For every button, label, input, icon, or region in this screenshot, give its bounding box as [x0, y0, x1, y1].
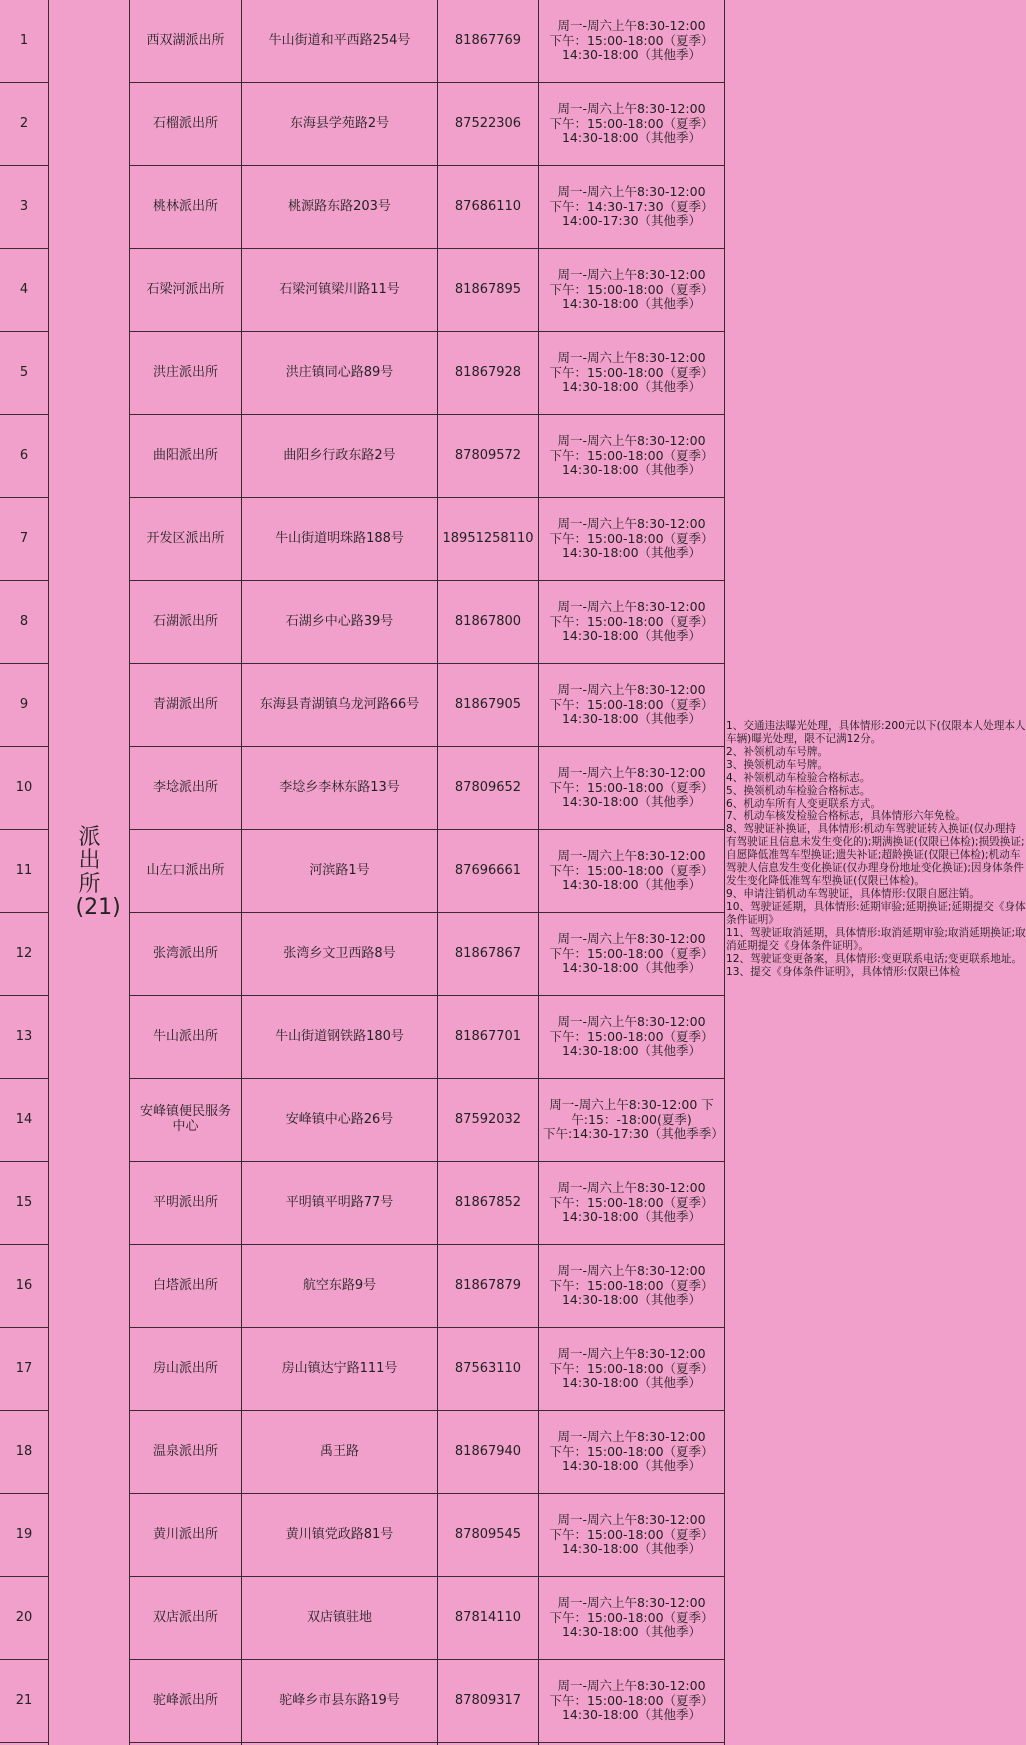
office-hours [539, 913, 725, 996]
station-name: 开发区派出所 [130, 498, 242, 581]
office-hours-line: 周一-周六上午8:30-12:00 [557, 1594, 706, 1610]
office-hours-line: 周一-周六上午8:30-12:00 [557, 1262, 706, 1278]
office-hours-line: 14:30-18:00（其他季） [561, 296, 702, 312]
office-hours-line: 周一-周六上午8:30-12:00 [557, 598, 706, 614]
office-hours-line: 14:30-18:00（其他季） [561, 47, 702, 63]
office-hours [539, 830, 725, 913]
office-hours [539, 1162, 725, 1245]
station-phone: 87592032 [438, 1079, 539, 1162]
row-number: 3 [0, 166, 49, 249]
office-hours-line: 14:30-18:00（其他季） [561, 628, 702, 644]
station-name: 平明派出所 [130, 1162, 242, 1245]
office-hours-line: 14:30-18:00（其他季） [561, 1707, 702, 1723]
office-hours [539, 332, 725, 415]
office-hours-line: 14:30-18:00（其他季） [561, 379, 702, 395]
station-address: 牛山街道和平西路254号 [242, 0, 438, 83]
station-address: 驼峰乡市县东路19号 [242, 1660, 438, 1743]
station-name: 西双湖派出所 [130, 0, 242, 83]
station-phone: 87809652 [438, 747, 539, 830]
row-number: 8 [0, 581, 49, 664]
office-hours-line: 周一-周六上午8:30-12:00 [557, 764, 706, 780]
office-hours-line: 周一-周六上午8:30-12:00 [557, 1511, 706, 1527]
office-hours-line: 周一-周六上午8:30-12:00 [557, 930, 706, 946]
office-hours-line: 下午：15:00-18:00（夏季） [549, 1443, 714, 1459]
station-phone: 87563110 [438, 1328, 539, 1411]
office-hours [539, 1411, 725, 1494]
office-hours-line: 14:30-18:00（其他季） [561, 1209, 702, 1225]
station-address: 平明镇平明路77号 [242, 1162, 438, 1245]
office-hours-line: 周一-周六上午8:30-12:00 [557, 681, 706, 697]
station-address: 河滨路1号 [242, 830, 438, 913]
station-address: 禹王路 [242, 1411, 438, 1494]
station-phone: 81867879 [438, 1245, 539, 1328]
station-address: 双店镇驻地 [242, 1577, 438, 1660]
office-hours-line: 下午：15:00-18:00（夏季） [549, 862, 714, 878]
station-address: 房山镇达宁路111号 [242, 1328, 438, 1411]
office-hours [539, 0, 725, 83]
office-hours-line: 周一-周六上午8:30-12:00 [557, 515, 706, 531]
office-hours-line: 14:30-18:00（其他季） [561, 794, 702, 810]
office-hours [539, 1660, 725, 1743]
station-name: 石梁河派出所 [130, 249, 242, 332]
office-hours [539, 1245, 725, 1328]
office-hours-line: 下午：15:00-18:00（夏季） [549, 1194, 714, 1210]
office-hours-line: 周一-周六上午8:30-12:00 [557, 1345, 706, 1361]
office-hours-line: 周一-周六上午8:30-12:00 [557, 183, 706, 199]
station-phone: 81867867 [438, 913, 539, 996]
office-hours-line: 周一-周六上午8:30-12:00 [557, 100, 706, 116]
station-name: 双店派出所 [130, 1577, 242, 1660]
office-hours [539, 166, 725, 249]
station-address: 安峰镇中心路26号 [242, 1079, 438, 1162]
station-address: 曲阳乡行政东路2号 [242, 415, 438, 498]
office-hours-line: 周一-周六上午8:30-12:00 [557, 1677, 706, 1693]
office-hours-line: 周一-周六上午8:30-12:00 下午:15：-18:00(夏季) [549, 1096, 714, 1127]
office-hours [539, 1079, 725, 1162]
station-phone: 87809572 [438, 415, 539, 498]
row-number: 7 [0, 498, 49, 581]
station-name: 山左口派出所 [130, 830, 242, 913]
station-address: 航空东路9号 [242, 1245, 438, 1328]
station-phone: 87809317 [438, 1660, 539, 1743]
station-address: 牛山街道明珠路188号 [242, 498, 438, 581]
office-hours-line: 14:30-18:00（其他季） [561, 960, 702, 976]
station-name: 驼峰派出所 [130, 1660, 242, 1743]
office-hours-line: 下午：15:00-18:00（夏季） [549, 364, 714, 380]
station-name: 青湖派出所 [130, 664, 242, 747]
office-hours-line: 14:00-17:30（其他季） [561, 213, 702, 229]
station-phone: 81867895 [438, 249, 539, 332]
office-hours-line: 下午：15:00-18:00（夏季） [549, 1360, 714, 1376]
office-hours-line: 下午：15:00-18:00（夏季） [549, 281, 714, 297]
row-number: 16 [0, 1245, 49, 1328]
station-address: 桃源路东路203号 [242, 166, 438, 249]
station-name: 温泉派出所 [130, 1411, 242, 1494]
row-number: 14 [0, 1079, 49, 1162]
office-hours [539, 1328, 725, 1411]
row-number: 11 [0, 830, 49, 913]
station-name: 李埝派出所 [130, 747, 242, 830]
station-address: 黄川镇党政路81号 [242, 1494, 438, 1577]
row-number: 12 [0, 913, 49, 996]
row-number: 5 [0, 332, 49, 415]
station-address: 洪庄镇同心路89号 [242, 332, 438, 415]
station-phone: 81867769 [438, 0, 539, 83]
station-phone: 18951258110 [438, 498, 539, 581]
office-hours-line: 下午：14:30-17:30（夏季） [549, 198, 714, 214]
group-label: 派出所(21) [75, 825, 121, 920]
office-hours [539, 415, 725, 498]
office-hours-line: 14:30-18:00（其他季） [561, 1541, 702, 1557]
station-name: 石湖派出所 [130, 581, 242, 664]
office-hours-line: 下午：15:00-18:00（夏季） [549, 696, 714, 712]
office-hours-line: 14:30-18:00（其他季） [561, 1375, 702, 1391]
office-hours-line: 14:30-18:00（其他季） [561, 877, 702, 893]
row-number: 15 [0, 1162, 49, 1245]
station-phone: 81867940 [438, 1411, 539, 1494]
office-hours-line: 14:30-18:00（其他季） [561, 1624, 702, 1640]
station-name: 石榴派出所 [130, 83, 242, 166]
office-hours-line: 下午：15:00-18:00（夏季） [549, 1526, 714, 1542]
station-phone: 87522306 [438, 83, 539, 166]
office-hours-line: 14:30-18:00（其他季） [561, 1292, 702, 1308]
station-phone: 81867928 [438, 332, 539, 415]
office-hours-line: 14:30-18:00（其他季） [561, 462, 702, 478]
office-hours-line: 周一-周六上午8:30-12:00 [557, 432, 706, 448]
station-name: 曲阳派出所 [130, 415, 242, 498]
station-name: 洪庄派出所 [130, 332, 242, 415]
office-hours-line: 14:30-18:00（其他季） [561, 711, 702, 727]
office-hours-line: 下午：15:00-18:00（夏季） [549, 1692, 714, 1708]
office-hours-line: 14:30-18:00（其他季） [561, 545, 702, 561]
office-hours-line: 下午：15:00-18:00（夏季） [549, 115, 714, 131]
row-number: 17 [0, 1328, 49, 1411]
office-hours-line: 周一-周六上午8:30-12:00 [557, 266, 706, 282]
office-hours-line: 下午：15:00-18:00（夏季） [549, 779, 714, 795]
station-address: 石梁河镇梁川路11号 [242, 249, 438, 332]
office-hours [539, 83, 725, 166]
row-number: 1 [0, 0, 49, 83]
station-address: 东海县学苑路2号 [242, 83, 438, 166]
station-name: 白塔派出所 [130, 1245, 242, 1328]
station-address: 张湾乡文卫西路8号 [242, 913, 438, 996]
station-name: 张湾派出所 [130, 913, 242, 996]
office-hours-line: 下午：15:00-18:00（夏季） [549, 447, 714, 463]
station-address: 石湖乡中心路39号 [242, 581, 438, 664]
station-name: 房山派出所 [130, 1328, 242, 1411]
group-label-cell [49, 0, 130, 1745]
office-hours-line: 14:30-18:00（其他季） [561, 1043, 702, 1059]
station-address: 牛山街道钢铁路180号 [242, 996, 438, 1079]
row-number: 18 [0, 1411, 49, 1494]
office-hours-line: 下午：15:00-18:00（夏季） [549, 613, 714, 629]
row-number: 13 [0, 996, 49, 1079]
row-number: 4 [0, 249, 49, 332]
office-hours [539, 996, 725, 1079]
office-hours-line: 14:30-18:00（其他季） [561, 1458, 702, 1474]
office-hours-line: 下午：15:00-18:00（夏季） [549, 32, 714, 48]
station-phone: 87686110 [438, 166, 539, 249]
row-number: 19 [0, 1494, 49, 1577]
office-hours-line: 周一-周六上午8:30-12:00 [557, 1428, 706, 1444]
row-number: 6 [0, 415, 49, 498]
station-phone: 81867701 [438, 996, 539, 1079]
office-hours [539, 581, 725, 664]
office-hours [539, 1577, 725, 1660]
office-hours-line: 周一-周六上午8:30-12:00 [557, 847, 706, 863]
station-phone: 87696661 [438, 830, 539, 913]
row-number: 9 [0, 664, 49, 747]
row-number: 20 [0, 1577, 49, 1660]
office-hours [539, 498, 725, 581]
office-hours-line: 下午:14:30-17:30（其他季季） [543, 1126, 724, 1142]
office-hours-line: 周一-周六上午8:30-12:00 [557, 349, 706, 365]
office-hours-line: 下午：15:00-18:00（夏季） [549, 1609, 714, 1625]
row-number: 10 [0, 747, 49, 830]
office-hours-line: 周一-周六上午8:30-12:00 [557, 1179, 706, 1195]
office-hours-line: 下午：15:00-18:00（夏季） [549, 1028, 714, 1044]
station-phone: 81867905 [438, 664, 539, 747]
station-address: 东海县青湖镇乌龙河路66号 [242, 664, 438, 747]
station-phone: 81867852 [438, 1162, 539, 1245]
office-hours [539, 1494, 725, 1577]
station-phone: 87814110 [438, 1577, 539, 1660]
row-number: 2 [0, 83, 49, 166]
office-hours-line: 下午：15:00-18:00（夏季） [549, 530, 714, 546]
office-hours-line: 周一-周六上午8:30-12:00 [557, 17, 706, 33]
row-number: 21 [0, 1660, 49, 1743]
station-name: 黄川派出所 [130, 1494, 242, 1577]
services-notes: 1、交通违法曝光处理，具体情形:200元以下(仅限本人处理本人车辆)曝光处理，限不记满12分。 2、补领机动车号牌。 3、换领机动车号牌。 4、补领机动车检验合格标志。 5、换领机动车检验合格标志。 6、机动车所有人变更联系方式。 7、机动车核发检验合格标志，具体情形六年免检。 8、驾驶证补换证，具体情形:机动车驾驶证转入换证(仅办理持有驾驶证且信息未发生变化的);期满换证(仅限已体检);损毁换证;自愿降低准驾车型换证;遗失补证;超龄换证(仅限已体检);机动车驾驶人信息发生变化换证(仅办理身份地址变化换证);因身体条件发生变化降低准驾车型换证(仅限已体检)。 9、申请注销机动车驾驶证，具体情形:仅限自愿注销。 10、驾驶证延期，具体情形:延期审验;延期换证;延期提交《身体条件证明》 11、驾驶证取消延期，具体情形:取消延期审验;取消延期换证;取消延期提交《身体条件证明》。 12、驾驶证变更备案，具体情形:变更联系电话;变更联系地址。 13、提交《身体条件证明》，具体情形:仅限已体检 [726, 720, 1026, 978]
office-hours [539, 664, 725, 747]
station-name: 安峰镇便民服务中心 [130, 1079, 242, 1162]
station-name: 桃林派出所 [130, 166, 242, 249]
office-hours-line: 周一-周六上午8:30-12:00 [557, 1013, 706, 1029]
office-hours [539, 747, 725, 830]
office-hours [539, 249, 725, 332]
office-hours-line: 下午：15:00-18:00（夏季） [549, 945, 714, 961]
station-name: 牛山派出所 [130, 996, 242, 1079]
station-phone: 87809545 [438, 1494, 539, 1577]
office-hours-line: 下午：15:00-18:00（夏季） [549, 1277, 714, 1293]
station-phone: 81867800 [438, 581, 539, 664]
office-hours-line: 14:30-18:00（其他季） [561, 130, 702, 146]
station-address: 李埝乡李林东路13号 [242, 747, 438, 830]
